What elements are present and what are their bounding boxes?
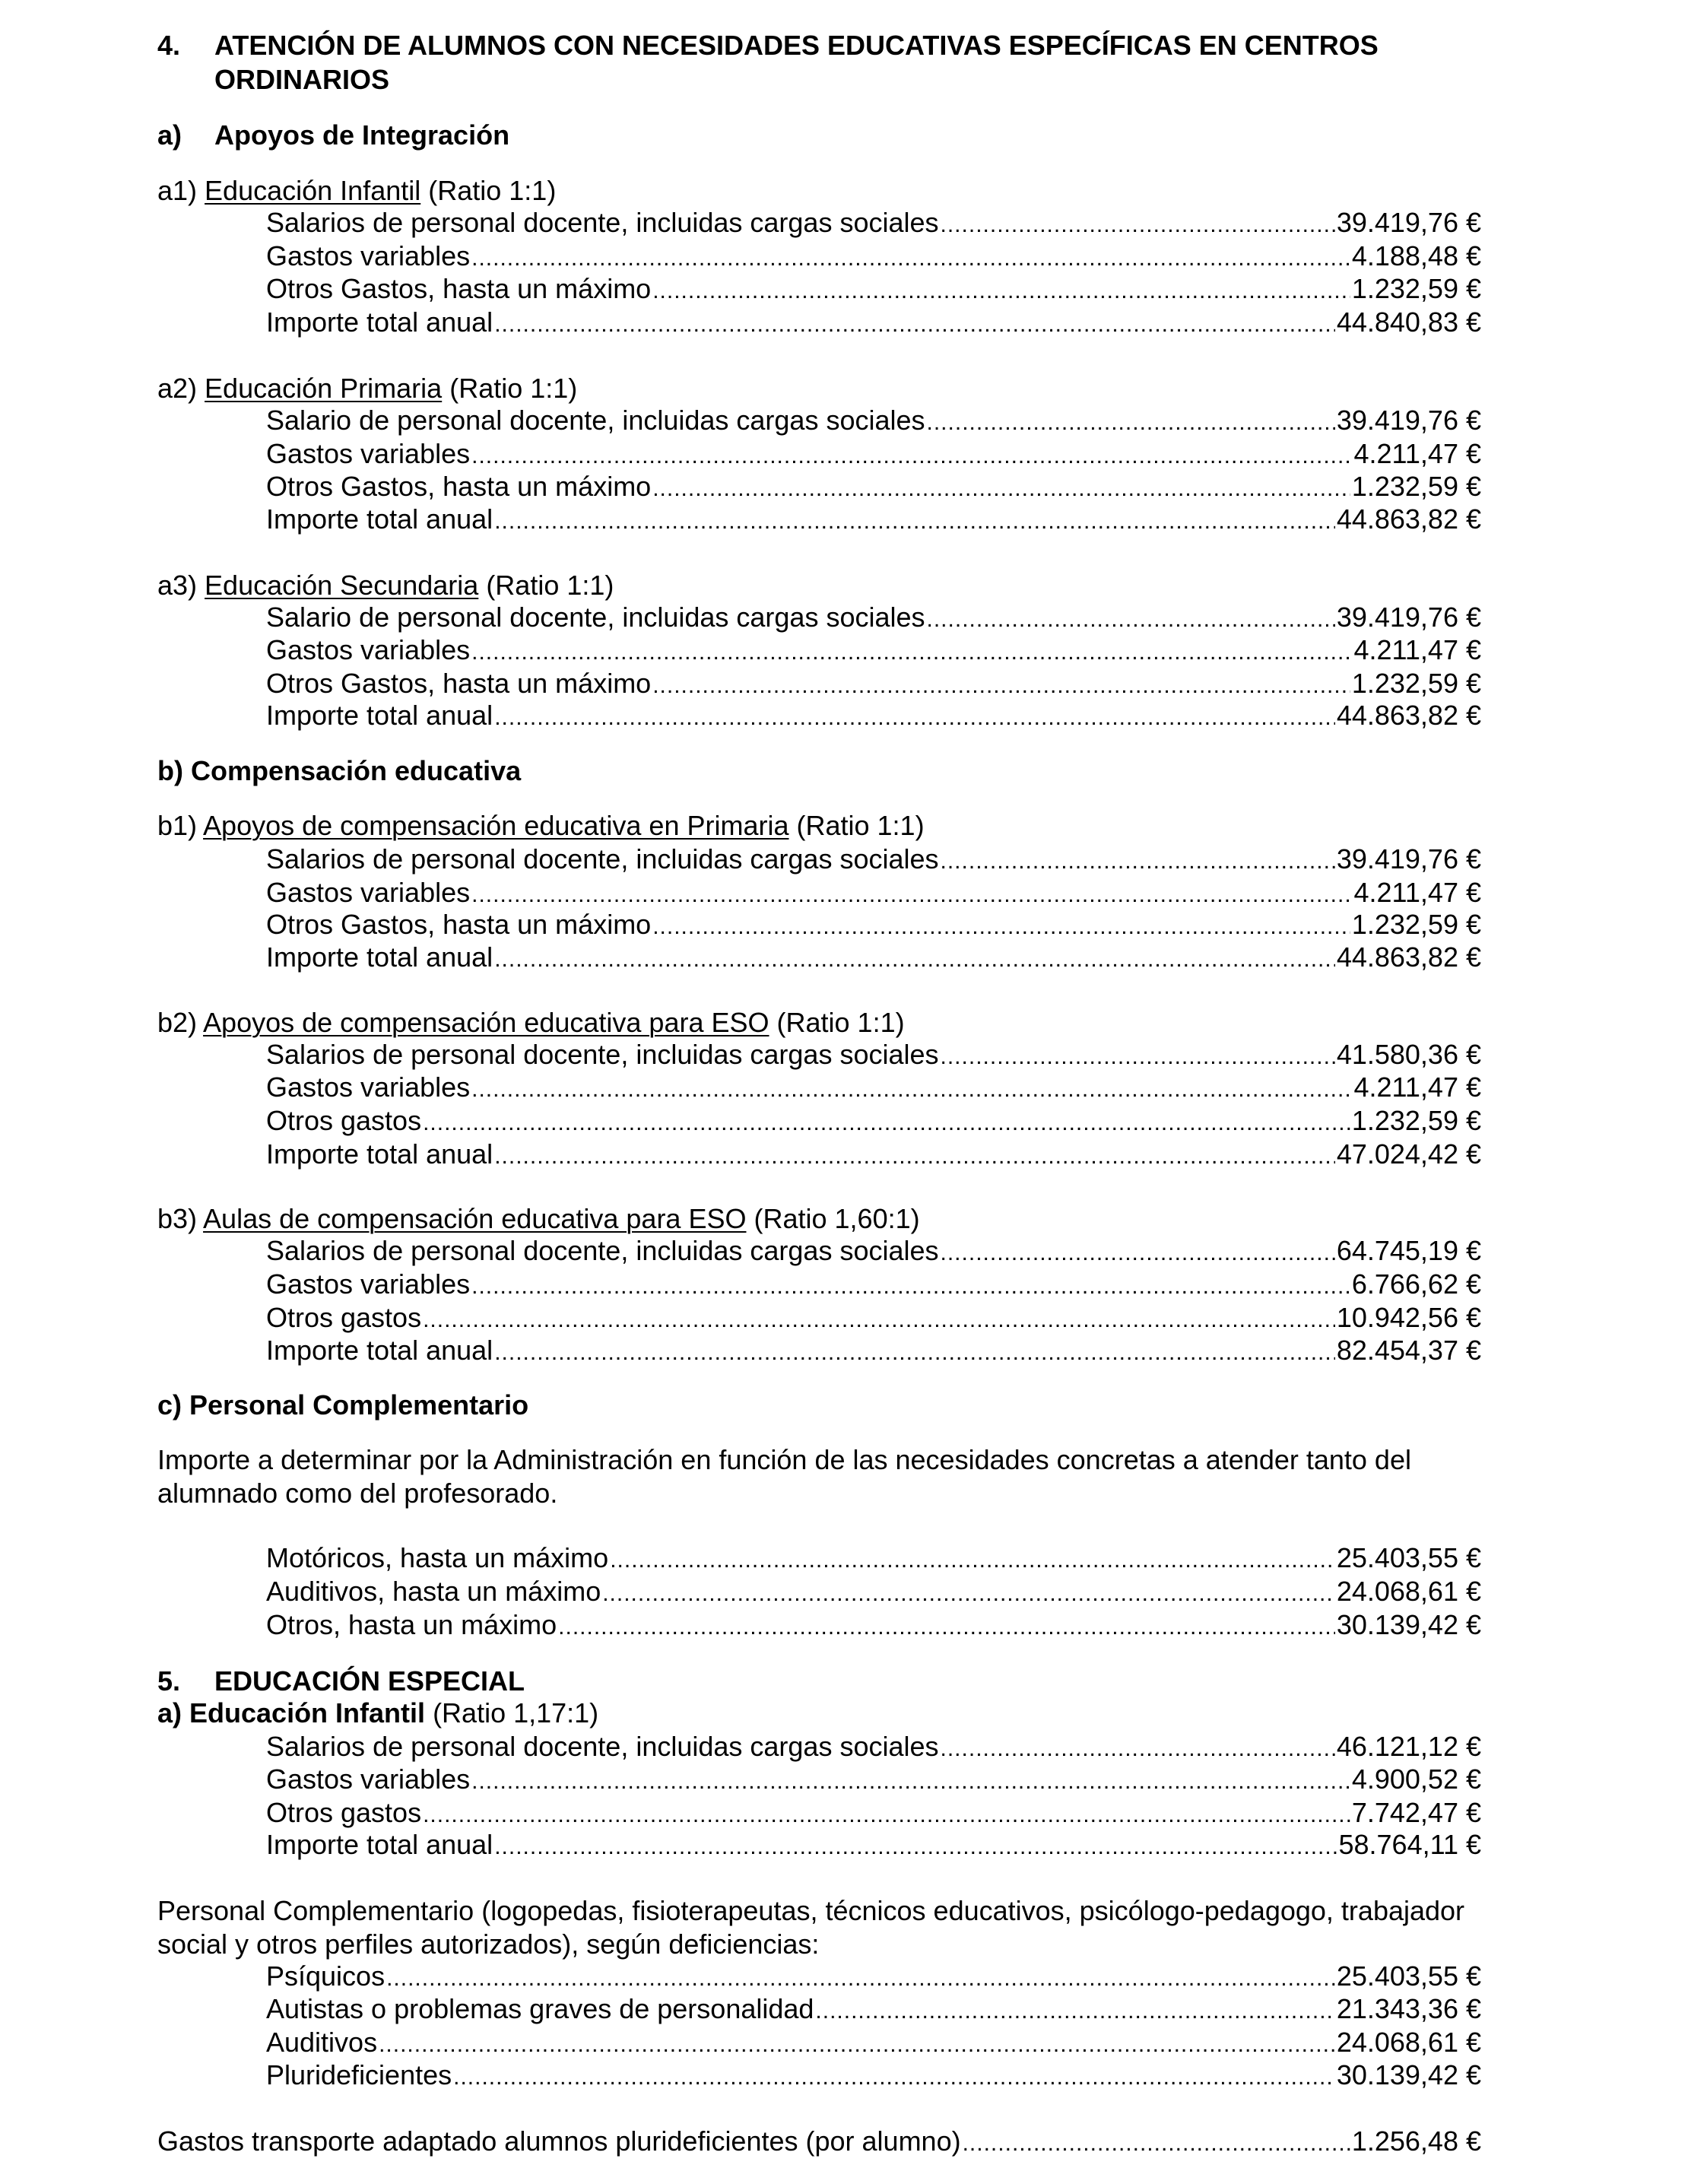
a2-item-gastos-variables <box>266 437 1481 471</box>
item-label: Gastos variables <box>266 634 471 665</box>
s5-complementario-line1: Personal Complementario (logopedas, fisioterapeutas, técnicos educativos, psicólogo-pedagogo, trabajador <box>157 1895 1465 1926</box>
a3-code: a3) <box>157 570 198 601</box>
dot-leader <box>941 208 1335 242</box>
dot-leader <box>423 1303 1335 1337</box>
item-value: 39.419,76 € <box>1336 843 1481 875</box>
item-value: 46.121,12 € <box>1336 1731 1481 1762</box>
b3-item-importe-total <box>266 1334 1481 1367</box>
subsection-c-heading: c) Personal Complementario <box>157 1389 529 1421</box>
dot-leader <box>379 2028 1335 2062</box>
item-value: 21.343,36 € <box>1336 1993 1481 2024</box>
a2-name: Educación Primaria <box>205 373 443 404</box>
b1-heading <box>157 809 925 843</box>
b3-name: Aulas de compensación educativa para ESO <box>203 1203 747 1234</box>
item-value: 4.211,47 € <box>1353 877 1481 908</box>
item-label: Importe total anual <box>266 941 493 973</box>
item-label: Salarios de personal docente, incluidas cargas sociales <box>266 207 939 238</box>
a2-ratio: (Ratio 1:1) <box>449 373 578 404</box>
dot-leader <box>471 1765 1350 1798</box>
dot-leader <box>471 1270 1350 1303</box>
section-4-number: 4. <box>157 30 181 61</box>
item-value: 82.454,37 € <box>1336 1335 1481 1366</box>
subsection-a-title: Apoyos de Integración <box>214 119 510 151</box>
b1-item-importe-total <box>266 941 1481 974</box>
item-value: 1.232,59 € <box>1351 1105 1481 1136</box>
dot-leader <box>652 910 1350 944</box>
dot-leader <box>471 1073 1352 1106</box>
dot-leader <box>494 505 1335 538</box>
s5-a-item-otros-gastos <box>266 1796 1481 1830</box>
dot-leader <box>652 472 1350 506</box>
b2-item-otros-gastos <box>266 1104 1481 1138</box>
item-value: 4.211,47 € <box>1353 1071 1481 1103</box>
item-value: 7.742,47 € <box>1351 1797 1481 1828</box>
item-value: 47.024,42 € <box>1336 1138 1481 1170</box>
a3-item-importe-total <box>266 699 1481 732</box>
a3-ratio: (Ratio 1:1) <box>486 570 614 601</box>
a1-item-salarios <box>266 206 1481 240</box>
item-value: 64.745,19 € <box>1336 1235 1481 1266</box>
item-label: Importe total anual <box>266 1335 493 1366</box>
a2-heading <box>157 372 577 405</box>
dot-leader <box>815 1995 1334 2028</box>
dot-leader <box>941 1236 1335 1270</box>
a2-item-salario <box>266 404 1481 437</box>
item-value: 39.419,76 € <box>1336 405 1481 436</box>
item-label: Salarios de personal docente, incluidas cargas sociales <box>266 1731 939 1762</box>
s5-item-psiquicos <box>266 1960 1481 1993</box>
item-label: Auditivos, hasta un máximo <box>266 1576 601 1607</box>
a1-code: a1) <box>157 175 198 206</box>
item-label: Otros Gastos, hasta un máximo <box>266 471 652 502</box>
item-label: Importe total anual <box>266 306 493 338</box>
item-label: Motóricos, hasta un máximo <box>266 1542 609 1573</box>
item-label: Gastos variables <box>266 877 471 908</box>
item-label: Importe total anual <box>266 700 493 731</box>
item-value: 25.403,55 € <box>1336 1960 1481 1992</box>
item-value: 41.580,36 € <box>1336 1039 1481 1070</box>
dot-leader <box>602 1577 1335 1611</box>
item-value: 58.764,11 € <box>1338 1829 1481 1860</box>
b2-heading <box>157 1006 905 1040</box>
a3-item-gastos-variables <box>266 633 1481 667</box>
item-label: Salarios de personal docente, incluidas cargas sociales <box>266 1235 939 1266</box>
s5-a-item-gastos-variables <box>266 1763 1481 1796</box>
dot-leader <box>471 440 1352 473</box>
item-label: Autistas o problemas graves de personalidad <box>266 1993 814 2024</box>
dot-leader <box>423 1798 1350 1832</box>
dot-leader <box>494 1830 1337 1864</box>
b3-code: b3) <box>157 1203 198 1234</box>
b1-ratio: (Ratio 1:1) <box>796 810 925 841</box>
item-label: Otros Gastos, hasta un máximo <box>266 909 652 940</box>
item-label: Otros gastos <box>266 1105 422 1136</box>
section-5-title: EDUCACIÓN ESPECIAL <box>214 1665 525 1697</box>
section-4-title-line1: ATENCIÓN DE ALUMNOS CON NECESIDADES EDUCATIVAS ESPECÍFICAS EN CENTROS <box>214 30 1379 61</box>
item-value: 44.863,82 € <box>1336 700 1481 731</box>
dot-leader <box>558 1611 1335 1644</box>
item-value: 30.139,42 € <box>1336 2059 1481 2090</box>
b2-name: Apoyos de compensación educativa para ESO <box>203 1007 769 1038</box>
b2-item-salarios <box>266 1038 1481 1071</box>
b1-item-gastos-variables <box>266 876 1481 909</box>
b2-code: b2) <box>157 1007 198 1038</box>
item-value: 4.900,52 € <box>1351 1763 1481 1795</box>
c-paragraph-line1: Importe a determinar por la Administración en función de las necesidades concretas a atender tanto del <box>157 1444 1411 1475</box>
item-value: 30.139,42 € <box>1336 1609 1481 1640</box>
c-item-auditivos <box>266 1575 1481 1608</box>
c-item-motoricos <box>266 1541 1481 1575</box>
item-value: 1.232,59 € <box>1351 668 1481 699</box>
item-value: 24.068,61 € <box>1336 2027 1481 2058</box>
item-label: Salarios de personal docente, incluidas cargas sociales <box>266 843 939 875</box>
item-value: 25.403,55 € <box>1336 1542 1481 1573</box>
dot-leader <box>494 943 1335 976</box>
b1-name: Apoyos de compensación educativa en Primaria <box>203 810 789 841</box>
b1-item-otros-gastos <box>266 908 1481 941</box>
item-value: 39.419,76 € <box>1336 602 1481 633</box>
dot-leader <box>941 1040 1335 1074</box>
item-value: 1.232,59 € <box>1351 471 1481 502</box>
s5-transporte <box>157 2125 1481 2158</box>
item-label: Otros Gastos, hasta un máximo <box>266 668 652 699</box>
section-5-heading <box>157 1665 525 1698</box>
a2-item-otros-gastos <box>266 470 1481 503</box>
dot-leader <box>453 2061 1335 2094</box>
s5-item-auditivos <box>266 2026 1481 2059</box>
a3-item-salario <box>266 601 1481 634</box>
item-label: Salarios de personal docente, incluidas cargas sociales <box>266 1039 939 1070</box>
item-label: Gastos variables <box>266 240 471 271</box>
a1-item-gastos-variables <box>266 240 1481 273</box>
item-value: 44.863,82 € <box>1336 941 1481 973</box>
s5-a-item-salarios <box>266 1730 1481 1763</box>
dot-leader <box>941 845 1335 878</box>
b3-item-otros-gastos <box>266 1301 1481 1335</box>
item-value: 1.232,59 € <box>1351 909 1481 940</box>
dot-leader <box>963 2127 1350 2160</box>
a1-item-importe-total <box>266 306 1481 339</box>
item-value: 1.256,48 € <box>1351 2125 1481 2157</box>
item-value: 44.840,83 € <box>1336 306 1481 338</box>
item-value: 4.188,48 € <box>1351 240 1481 271</box>
item-value: 10.942,56 € <box>1336 1302 1481 1333</box>
b3-heading <box>157 1202 920 1236</box>
a1-heading <box>157 174 556 208</box>
b3-item-gastos-variables <box>266 1268 1481 1301</box>
dot-leader <box>494 1336 1335 1370</box>
item-label: Gastos variables <box>266 1268 471 1300</box>
item-value: 39.419,76 € <box>1336 207 1481 238</box>
section-5-number: 5. <box>157 1665 181 1697</box>
s5-item-autistas <box>266 1992 1481 2026</box>
item-value: 6.766,62 € <box>1351 1268 1481 1300</box>
b3-item-salarios <box>266 1234 1481 1268</box>
s5-a-ratio: (Ratio 1,17:1) <box>433 1697 599 1728</box>
dot-leader <box>927 406 1335 440</box>
subsection-a-heading <box>157 119 509 152</box>
dot-leader <box>652 275 1350 308</box>
s5-a-heading <box>157 1697 598 1730</box>
item-label: Importe total anual <box>266 503 493 535</box>
a1-ratio: (Ratio 1:1) <box>428 175 557 206</box>
b2-item-gastos-variables <box>266 1071 1481 1104</box>
b1-item-salarios <box>266 843 1481 876</box>
item-label: Gastos transporte adaptado alumnos plurideficientes (por alumno) <box>157 2125 961 2157</box>
dot-leader <box>471 878 1352 912</box>
section-4-heading <box>157 29 1379 62</box>
item-label: Gastos variables <box>266 438 471 469</box>
dot-leader <box>471 636 1352 669</box>
item-label: Gastos variables <box>266 1071 471 1103</box>
item-label: Salario de personal docente, incluidas cargas sociales <box>266 405 925 436</box>
item-label: Salario de personal docente, incluidas cargas sociales <box>266 602 925 633</box>
item-label: Otros, hasta un máximo <box>266 1609 557 1640</box>
dot-leader <box>471 242 1350 275</box>
item-label: Otros Gastos, hasta un máximo <box>266 273 652 304</box>
c-paragraph-line2: alumnado como del profesorado. <box>157 1478 558 1509</box>
item-label: Gastos variables <box>266 1763 471 1795</box>
dot-leader <box>494 308 1335 341</box>
dot-leader <box>652 669 1350 703</box>
section-4-title-line2: ORDINARIOS <box>214 64 390 95</box>
item-label: Psíquicos <box>266 1960 386 1992</box>
item-value: 1.232,59 € <box>1351 273 1481 304</box>
a2-item-importe-total <box>266 503 1481 536</box>
c-item-otros <box>266 1608 1481 1642</box>
b2-item-importe-total <box>266 1138 1481 1171</box>
item-label: Otros gastos <box>266 1302 422 1333</box>
a1-item-otros-gastos <box>266 272 1481 306</box>
a3-item-otros-gastos <box>266 667 1481 700</box>
item-label: Plurideficientes <box>266 2059 452 2090</box>
item-label: Otros gastos <box>266 1797 422 1828</box>
item-value: 44.863,82 € <box>1336 503 1481 535</box>
b3-ratio: (Ratio 1,60:1) <box>754 1203 920 1234</box>
item-value: 4.211,47 € <box>1353 438 1481 469</box>
item-label: Importe total anual <box>266 1138 493 1170</box>
dot-leader <box>610 1544 1335 1577</box>
b2-ratio: (Ratio 1:1) <box>776 1007 905 1038</box>
item-value: 4.211,47 € <box>1353 634 1481 665</box>
dot-leader <box>494 701 1335 735</box>
a2-code: a2) <box>157 373 198 404</box>
s5-complementario-line2: social y otros perfiles autorizados), según deficiencias: <box>157 1928 820 1960</box>
dot-leader <box>927 603 1335 636</box>
b1-code: b1) <box>157 810 198 841</box>
dot-leader <box>941 1732 1335 1766</box>
item-label: Auditivos <box>266 2027 378 2058</box>
subsection-b-heading: b) Compensación educativa <box>157 755 522 786</box>
dot-leader <box>386 1962 1335 1995</box>
a3-name: Educación Secundaria <box>205 570 479 601</box>
a3-heading <box>157 569 614 602</box>
item-value: 24.068,61 € <box>1336 1576 1481 1607</box>
a1-name: Educación Infantil <box>205 175 421 206</box>
s5-item-plurideficientes <box>266 2059 1481 2092</box>
s5-a-label: a) Educación Infantil <box>157 1697 426 1728</box>
dot-leader <box>494 1140 1335 1173</box>
item-label: Importe total anual <box>266 1829 493 1860</box>
subsection-a-label: a) <box>157 119 182 151</box>
dot-leader <box>423 1106 1350 1140</box>
s5-a-item-importe-total <box>266 1828 1481 1862</box>
